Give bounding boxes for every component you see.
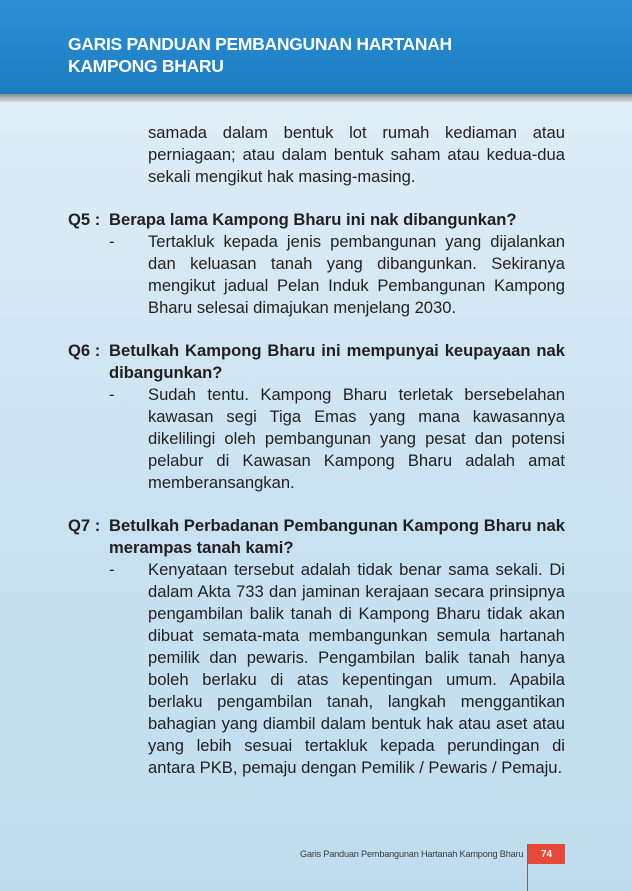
question-number: Q7 : — [68, 516, 101, 535]
answer-text: Kenyataan tersebut adalah tidak benar sama sekali. Di dalam Akta 733 dan jaminan kerajaan secara prinsipnya pengambilan balik tanah di Kampong Bharu tidak akan dibuat semata-mata membangunkan semula hartanah pemilik dan pewaris. Pengambilan balik tanah hanya boleh berlaku di atas kepentingan umum. Apabila berlaku pengambilan tanah, langkah menggantikan bahagian yang diambil dalam bentuk hak atau aset atau yang lebih sesuai tertakluk kepada perundingan di antara PKB, pemaju dengan Pemilik / Pewaris / Pemaju. — [148, 560, 565, 777]
page-title-line-2: KAMPONG BHARU — [68, 56, 224, 76]
answer-row — [68, 559, 565, 779]
page-title — [68, 33, 548, 77]
running-footer-title: Garis Panduan Pembangunan Hartanah Kampong Bharu — [300, 849, 524, 859]
answer-bullet: - — [109, 385, 115, 404]
answer-text: Sudah tentu. Kampong Bharu terletak bersebelahan kawasan segi Tiga Emas yang mana kawasannya dikelilingi oleh pembangunan yang pesat dan potensi pelabur di Kawasan Kampong Bharu adalah amat memberansangkan. — [148, 385, 565, 492]
question-text: Betulkah Perbadanan Pembangunan Kampong Bharu nak merampas tanah kami? — [109, 516, 565, 557]
header-divider — [0, 94, 632, 102]
question-number: Q6 : — [68, 341, 101, 360]
answer-row — [68, 231, 565, 319]
page-title-line-1: GARIS PANDUAN PEMBANGUNAN HARTANAH — [68, 34, 452, 54]
answer-row — [68, 384, 565, 494]
continuation-paragraph: samada dalam bentuk lot rumah kediaman atau perniagaan; atau dalam bentuk saham atau kedua-dua sekali mengikut hak masing-masing. — [148, 123, 565, 186]
question-text: Betulkah Kampong Bharu ini mempunyai keupayaan nak dibangunkan? — [109, 341, 565, 382]
question-text: Berapa lama Kampong Bharu ini nak dibangunkan? — [109, 210, 517, 229]
qa-item-q6 — [68, 340, 565, 494]
answer-text: Tertakluk kepada jenis pembangunan yang dijalankan dan keluasan tanah yang dibangunkan. Sekiranya mengikut jadual Pelan Induk Pembangunan Kampong Bharu selesai dimajukan menjelang 2030. — [148, 232, 565, 317]
qa-item-q7 — [68, 515, 565, 779]
answer-bullet: - — [109, 232, 115, 251]
page-number: 74 — [528, 844, 565, 864]
question-row — [68, 340, 565, 384]
question-row — [68, 515, 565, 559]
question-number: Q5 : — [68, 210, 101, 229]
main-content — [68, 122, 565, 779]
question-row — [68, 209, 565, 231]
qa-item-q5 — [68, 209, 565, 319]
answer-bullet: - — [109, 560, 115, 579]
